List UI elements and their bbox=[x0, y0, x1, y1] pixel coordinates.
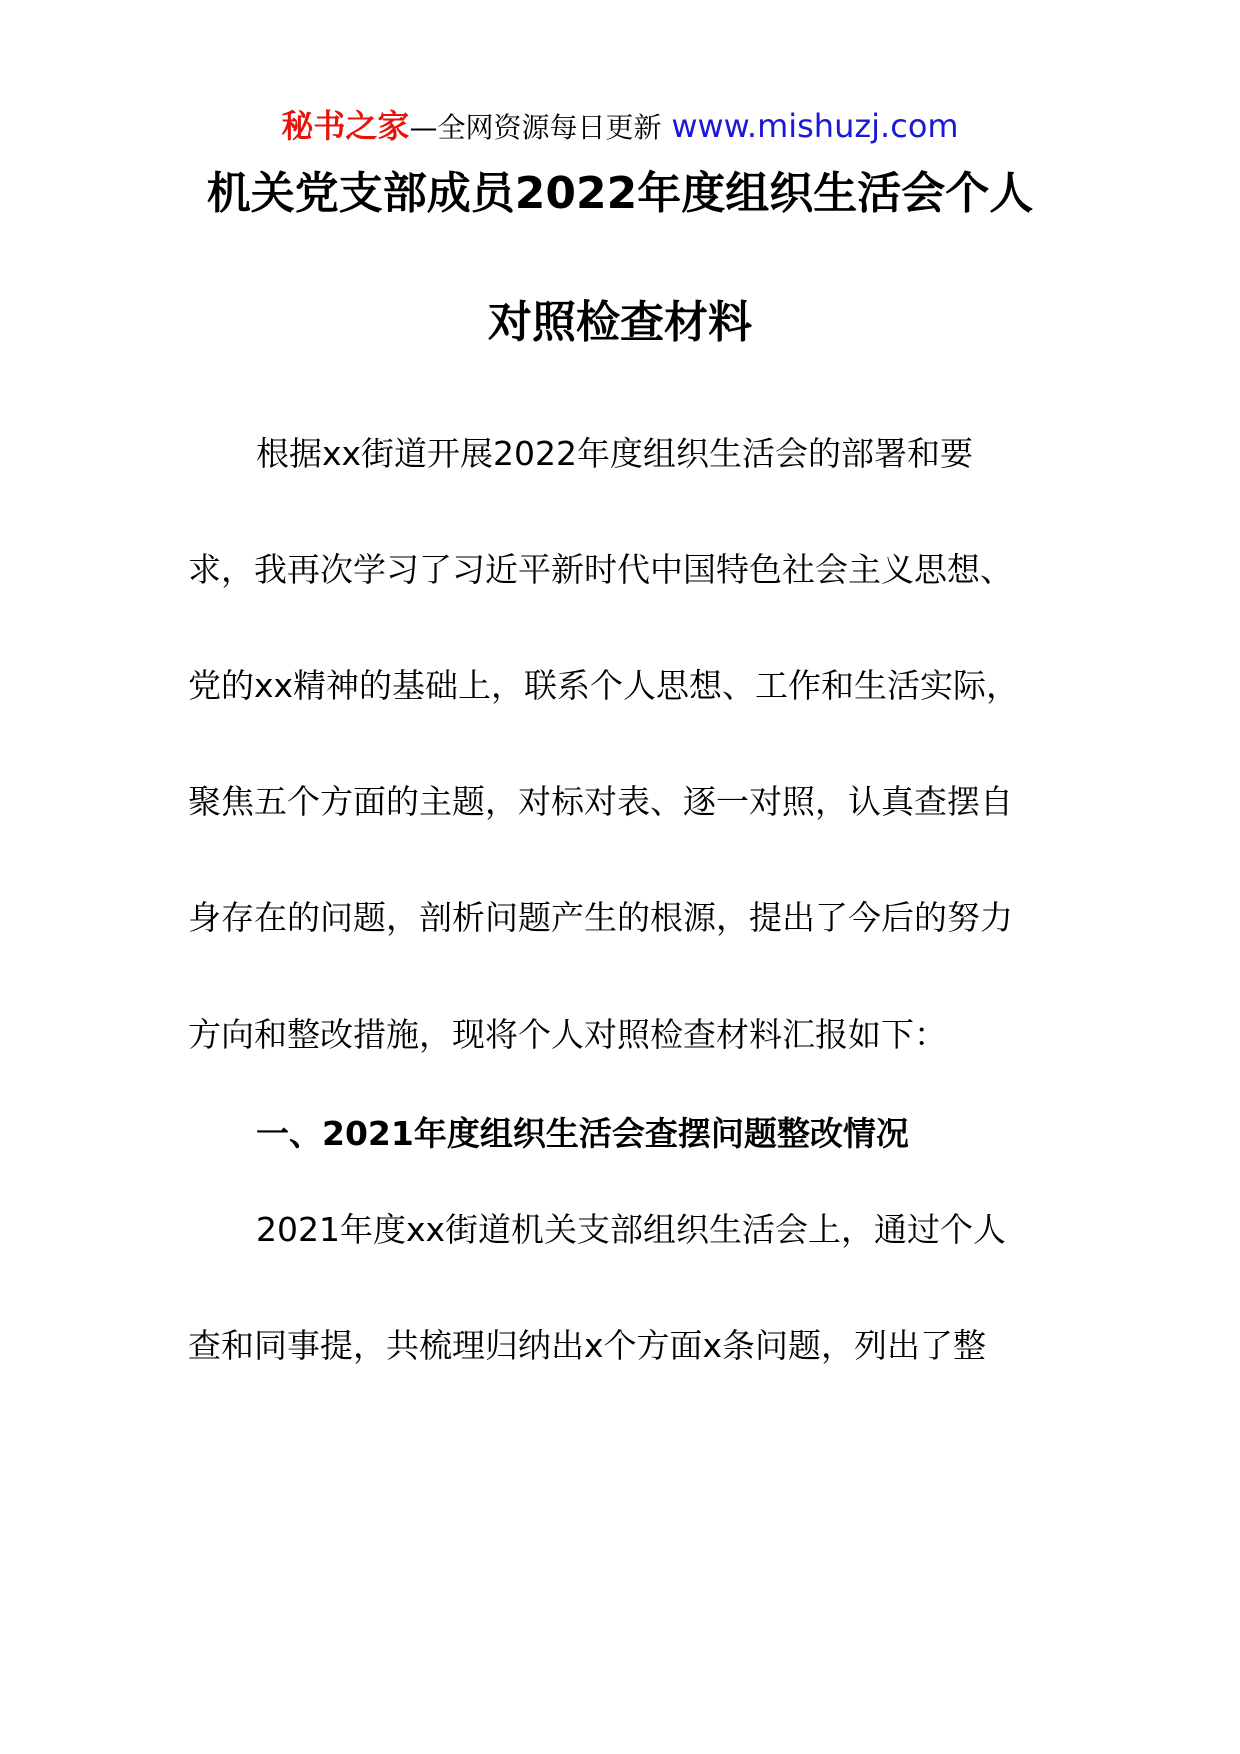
document-title-line-2: 对照检查材料 bbox=[488, 297, 752, 348]
intro-line-4: 聚焦五个方面的主题，对标对表、逐一对照，认真查摆自 bbox=[188, 782, 1013, 821]
document-title-line-1: 机关党支部成员2022年度组织生活会个人 bbox=[206, 168, 1034, 219]
section1-line-1: 2021年度xx街道机关支部组织生活会上，通过个人 bbox=[256, 1210, 1007, 1249]
header-tagline: —全网资源每日更新 bbox=[409, 111, 662, 144]
intro-line-6: 方向和整改措施，现将个人对照检查材料汇报如下： bbox=[188, 1015, 947, 1054]
section1-line-2: 查和同事提，共梳理归纳出x个方面x条问题，列出了整 bbox=[188, 1326, 987, 1365]
intro-line-1: 根据xx街道开展2022年度组织生活会的部署和要 bbox=[256, 434, 974, 473]
intro-line-5: 身存在的问题，剖析问题产生的根源，提出了今后的努力 bbox=[188, 898, 1013, 937]
site-header bbox=[0, 104, 1240, 150]
section-heading-1: 一、2021年度组织生活会查摆问题整改情况 bbox=[256, 1114, 909, 1153]
site-url-link[interactable]: www.mishuzj.com bbox=[671, 107, 959, 145]
intro-line-2: 求，我再次学习了习近平新时代中国特色社会主义思想、 bbox=[188, 550, 1013, 589]
brand-name: 秘书之家 bbox=[281, 107, 410, 145]
intro-line-3: 党的xx精神的基础上，联系个人思想、工作和生活实际， bbox=[188, 666, 1020, 705]
